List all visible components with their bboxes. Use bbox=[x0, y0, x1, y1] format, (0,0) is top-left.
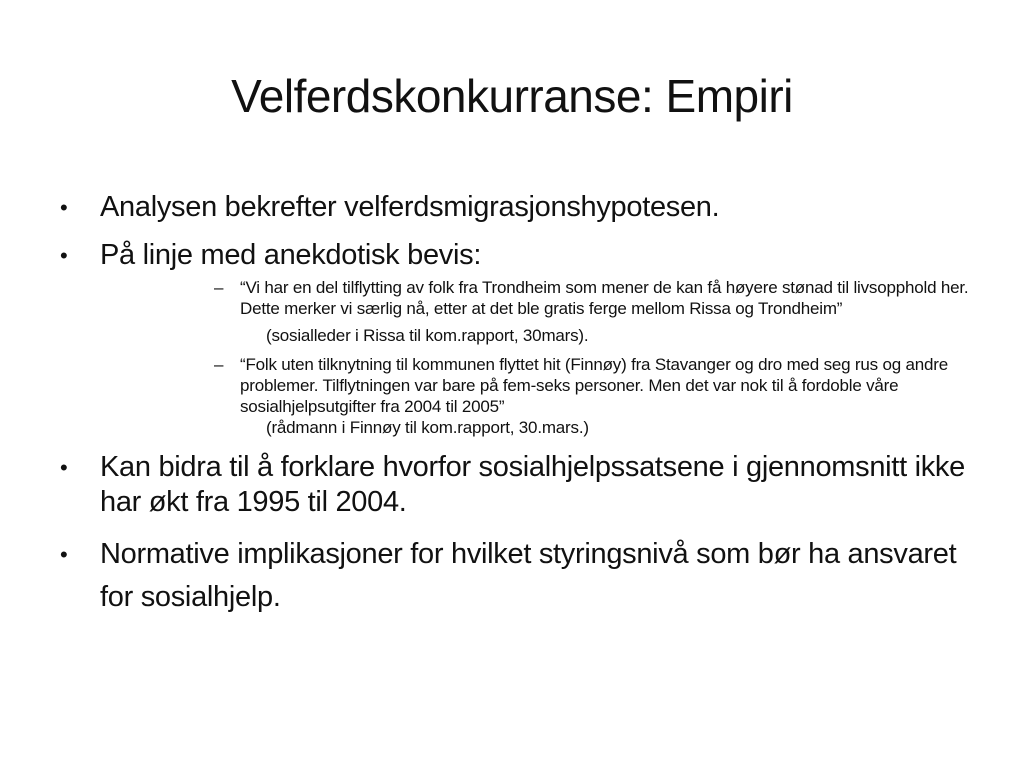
bullet-item bbox=[60, 238, 970, 273]
slide-body bbox=[60, 190, 970, 619]
quote-item bbox=[214, 277, 974, 319]
bullet-item bbox=[60, 450, 970, 520]
bullet-text: Kan bidra til å forklare hvorfor sosialhjelpssatsene i gjennomsnitt ikke har økt fra 1995 til 2004. bbox=[100, 451, 965, 518]
slide-title: Velferdskonkurranse: Empiri bbox=[231, 70, 793, 122]
dash-icon: – bbox=[214, 355, 224, 374]
bullet-text: Normative implikasjoner for hvilket styringsnivå som bør ha ansvaret for sosialhjelp. bbox=[100, 538, 957, 613]
bullet-icon: • bbox=[60, 542, 68, 567]
quote-text: “Vi har en del tilflytting av folk fra Trondheim som mener de kan få høyere stønad til livsopphold her. Dette merker vi særlig nå, etter at det ble gratis ferge mellom Rissa og Trondheim” bbox=[240, 278, 969, 318]
quote-list bbox=[214, 277, 974, 438]
bullet-item bbox=[60, 533, 970, 619]
bullet-text: På linje med anekdotisk bevis: bbox=[100, 239, 482, 271]
dash-icon: – bbox=[214, 278, 224, 297]
bullet-icon: • bbox=[60, 243, 68, 268]
quote-citation: (rådmann i Finnøy til kom.rapport, 30.mars.) bbox=[266, 418, 589, 437]
quote-citation: (sosialleder i Rissa til kom.rapport, 30mars). bbox=[266, 326, 589, 345]
bullet-item bbox=[60, 190, 970, 225]
bullet-icon: • bbox=[60, 195, 68, 220]
quote-item bbox=[214, 354, 974, 417]
bullet-text: Analysen bekrefter velferdsmigrasjonshypotesen. bbox=[100, 191, 720, 223]
bullet-icon: • bbox=[60, 455, 68, 480]
quote-text: “Folk uten tilknytning til kommunen flyttet hit (Finnøy) fra Stavanger og dro med seg rus og andre problemer. Tilflytningen var bare på fem-seks personer. Men det var nok til å fordoble våre sosialhjelpsutgifter fra 2004 til 2005” bbox=[240, 355, 948, 416]
